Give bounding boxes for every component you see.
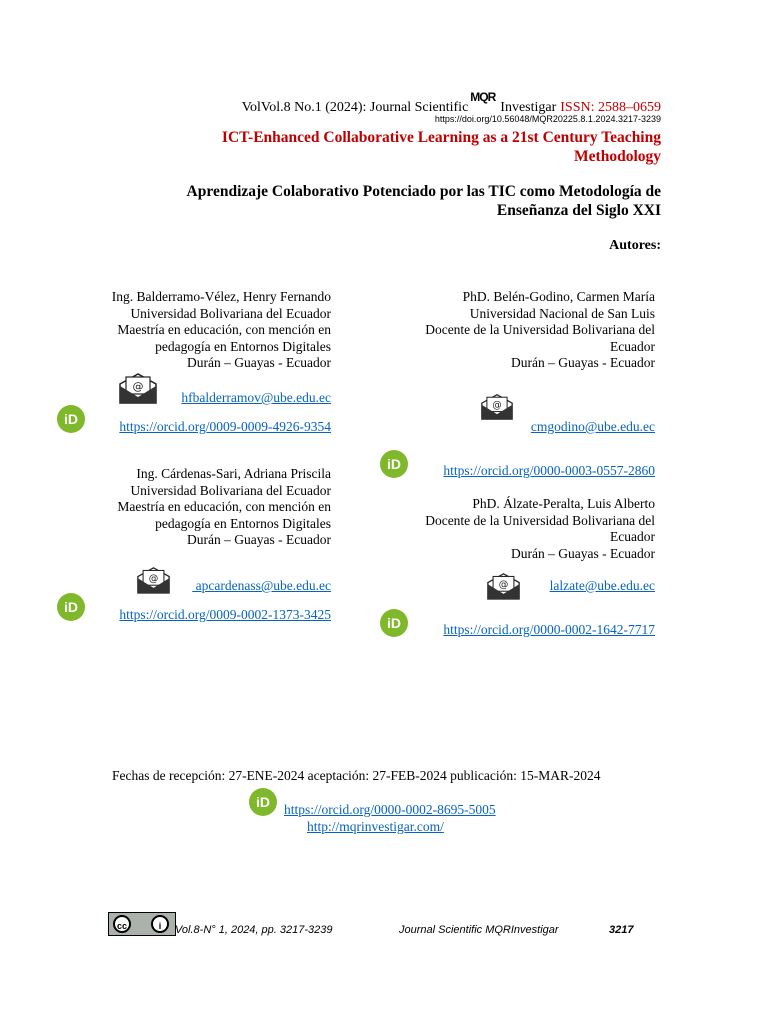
orcid-balderramo[interactable]: https://orcid.org/0009-0009-4926-9354 — [119, 419, 331, 434]
title-spanish-line2: Enseñanza del Siglo XXI — [496, 202, 661, 219]
envelope-icon — [481, 393, 513, 420]
author-line: pedagogía en Entornos Digitales — [155, 338, 331, 354]
orcid-icon: iD — [57, 405, 85, 433]
volume-pages: Vol.8-N° 1, 2024, pp. 3217-3239 — [175, 924, 333, 936]
author-line: Ecuador — [610, 338, 655, 354]
orcid-icon: iD — [57, 593, 85, 621]
svg-text:@: @ — [132, 380, 144, 393]
svg-text:@: @ — [498, 579, 509, 591]
author-line: Ing. Balderramo-Vélez, Henry Fernando — [111, 289, 331, 304]
journal-name: VolVol.8 No.1 (2024): Journal Scientific — [241, 100, 469, 115]
author-line: Ecuador — [610, 529, 655, 544]
title-spanish-line1: Aprendizaje Colaborativo Potenciado por las TIC como Metodología de — [186, 183, 661, 200]
author-line: Docente de la Universidad Bolivariana del — [425, 512, 655, 528]
title-english-line2: Methodology — [574, 148, 661, 165]
authors-heading: Autores: — [609, 238, 661, 253]
author-line: Universidad Bolivariana del Ecuador — [130, 482, 331, 498]
svg-text:@: @ — [148, 573, 159, 585]
title-english-line1: ICT-Enhanced Collaborative Learning as a 21st Century Teaching — [221, 129, 661, 146]
author-line: pedagogía en Entornos Digitales — [155, 515, 331, 531]
email-cardenas[interactable]: apcardenass@ube.edu.ec — [192, 578, 331, 593]
orcid-icon: iD — [249, 788, 277, 816]
author-balderramo — [31, 289, 331, 372]
author-alzate — [355, 496, 655, 562]
author-line: Durán – Guayas - Ecuador — [511, 355, 655, 370]
attribution-icon: i — [151, 915, 169, 933]
mqr-logo: MQR — [470, 90, 496, 104]
orcid-belen[interactable]: https://orcid.org/0000-0003-0557-2860 — [443, 463, 655, 478]
envelope-icon — [119, 372, 157, 404]
email-balderramo[interactable]: hfbalderramov@ube.edu.ec — [181, 390, 331, 405]
author-line: PhD. Álzate-Peralta, Luis Alberto — [472, 496, 655, 511]
svg-text:@: @ — [492, 400, 502, 412]
author-line: Docente de la Universidad Bolivariana del — [425, 322, 655, 337]
author-line: PhD. Belén-Godino, Carmen María — [462, 289, 655, 304]
title-spanish — [101, 182, 661, 220]
author-belen — [355, 289, 655, 372]
author-line: Universidad Nacional de San Luis — [469, 305, 655, 321]
author-line: Durán – Guayas - Ecuador — [187, 355, 331, 370]
author-line: Ing. Cárdenas-Sari, Adriana Priscila — [136, 466, 331, 481]
journal-suffix: Investigar — [500, 100, 557, 115]
orcid-cardenas[interactable]: https://orcid.org/0009-0002-1373-3425 — [119, 607, 331, 622]
journal-orcid-link[interactable]: https://orcid.org/0000-0002-8695-5005 — [284, 802, 496, 817]
email-alzate[interactable]: lalzate@ube.edu.ec — [549, 578, 655, 593]
orcid-alzate[interactable]: https://orcid.org/0000-0002-1642-7717 — [443, 622, 655, 637]
issn: ISSN: 2588–0659 — [560, 100, 661, 115]
author-line: Durán – Guayas - Ecuador — [511, 545, 655, 561]
page-number: 3217 — [609, 924, 634, 936]
author-line: Maestría en educación, con mención en — [117, 499, 331, 514]
email-belen[interactable]: cmgodino@ube.edu.ec — [530, 419, 655, 434]
envelope-icon — [487, 572, 520, 600]
envelope-icon — [137, 566, 170, 594]
journal-website-link[interactable]: http://mqrinvestigar.com/ — [307, 819, 444, 834]
footer-journal-name: Journal Scientific MQRInvestigar — [399, 924, 559, 936]
author-cardenas — [31, 466, 331, 549]
cc-license-badge[interactable] — [108, 912, 176, 936]
cc-icon: cc — [113, 915, 131, 933]
orcid-icon: iD — [380, 450, 408, 478]
publication-dates: Fechas de recepción: 27-ENE-2024 aceptación: 27-FEB-2024 publicación: 15-MAR-2024 — [112, 768, 601, 783]
author-line: Durán – Guayas - Ecuador — [187, 532, 331, 547]
orcid-icon: iD — [380, 609, 408, 637]
author-line: Universidad Bolivariana del Ecuador — [130, 305, 331, 321]
author-line: Maestría en educación, con mención en — [117, 322, 331, 337]
title-english — [141, 128, 661, 166]
doi-link[interactable]: https://doi.org/10.56048/MQR20225.8.1.2024.3217-3239 — [434, 114, 661, 124]
